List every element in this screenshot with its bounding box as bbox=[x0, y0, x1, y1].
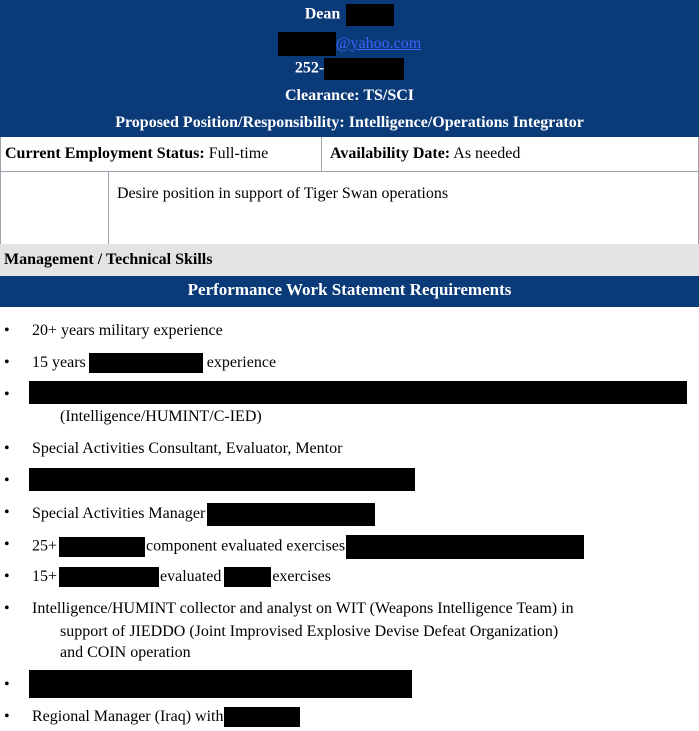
item-text: Special Activities Manager bbox=[32, 505, 206, 523]
redaction-bar bbox=[224, 707, 300, 727]
objective-text: Desire position in support of Tiger Swan operations bbox=[117, 185, 449, 202]
redaction-bar bbox=[224, 567, 271, 587]
redaction-bar bbox=[324, 58, 404, 80]
item-text: component evaluated exercises bbox=[146, 537, 346, 555]
resume-header bbox=[0, 0, 699, 137]
list-item bbox=[32, 707, 300, 727]
employment-status bbox=[5, 137, 268, 171]
bullet-marker: • bbox=[4, 354, 10, 371]
list-item-continuation: support of JIEDDO (Joint Improvised Explosive Devise Defeat Organization) bbox=[60, 623, 559, 640]
bullet-marker: • bbox=[4, 676, 10, 693]
redaction-bar bbox=[29, 381, 687, 404]
item-text: evaluated bbox=[160, 568, 222, 585]
list-item bbox=[32, 503, 375, 526]
name-line bbox=[0, 4, 699, 26]
availability-label: Availability Date: bbox=[330, 145, 451, 162]
redaction-bar bbox=[346, 535, 584, 559]
list-item bbox=[32, 535, 584, 559]
pws-heading: Performance Work Statement Requirements bbox=[0, 276, 699, 307]
candidate-name: Dean bbox=[304, 5, 341, 23]
bullet-marker: • bbox=[4, 472, 10, 489]
bullet-marker: • bbox=[4, 386, 10, 403]
item-text: exercises bbox=[272, 568, 331, 585]
redaction-bar bbox=[59, 537, 145, 557]
redaction-bar bbox=[29, 468, 415, 491]
phone-line bbox=[0, 58, 699, 80]
redaction-bar bbox=[89, 353, 203, 373]
bullet-marker: • bbox=[4, 322, 10, 339]
proposed-position: Proposed Position/Responsibility: Intelligence/Operations Integrator bbox=[115, 114, 584, 131]
redaction-bar bbox=[207, 503, 375, 526]
availability-date bbox=[330, 137, 520, 171]
skills-heading bbox=[0, 244, 699, 276]
item-text: 15 years bbox=[32, 354, 86, 371]
item-text: Regional Manager (Iraq) with bbox=[32, 708, 224, 725]
objective-row bbox=[0, 171, 699, 245]
bullet-marker: • bbox=[4, 504, 10, 521]
redaction-bar bbox=[29, 670, 412, 698]
phone-prefix: 252- bbox=[294, 59, 325, 77]
list-item bbox=[32, 567, 331, 587]
list-item: Special Activities Consultant, Evaluator, Mentor bbox=[32, 440, 343, 457]
bullet-marker: • bbox=[4, 600, 10, 617]
list-item: Intelligence/HUMINT collector and analyst on WIT (Weapons Intelligence Team) in bbox=[32, 600, 574, 617]
availability-value: As needed bbox=[450, 145, 521, 162]
clearance: Clearance: TS/SCI bbox=[284, 87, 415, 104]
employment-label: Current Employment Status: bbox=[5, 145, 205, 162]
bullet-marker: • bbox=[4, 708, 10, 725]
item-text: 15+ bbox=[32, 568, 58, 585]
employment-value: Full-time bbox=[204, 145, 269, 162]
list-item bbox=[32, 353, 276, 373]
item-text: experience bbox=[206, 354, 277, 371]
bullet-marker: • bbox=[4, 568, 10, 585]
list-item: 20+ years military experience bbox=[32, 322, 223, 339]
skills-heading-text: Management / Technical Skills bbox=[4, 251, 213, 268]
email-link[interactable]: @yahoo.com bbox=[335, 35, 422, 52]
bullet-marker: • bbox=[4, 440, 10, 457]
status-row bbox=[0, 137, 699, 172]
redaction-bar bbox=[278, 32, 336, 56]
list-item-continuation: and COIN operation bbox=[60, 644, 191, 661]
redaction-bar bbox=[346, 4, 394, 26]
bullet-marker: • bbox=[4, 536, 10, 553]
redaction-bar bbox=[59, 567, 159, 587]
cell-divider bbox=[321, 137, 322, 171]
item-text: 25+ bbox=[32, 537, 58, 555]
cell-divider bbox=[108, 172, 109, 244]
list-item-continuation: (Intelligence/HUMINT/C-IED) bbox=[60, 408, 262, 425]
email-line bbox=[0, 32, 699, 56]
